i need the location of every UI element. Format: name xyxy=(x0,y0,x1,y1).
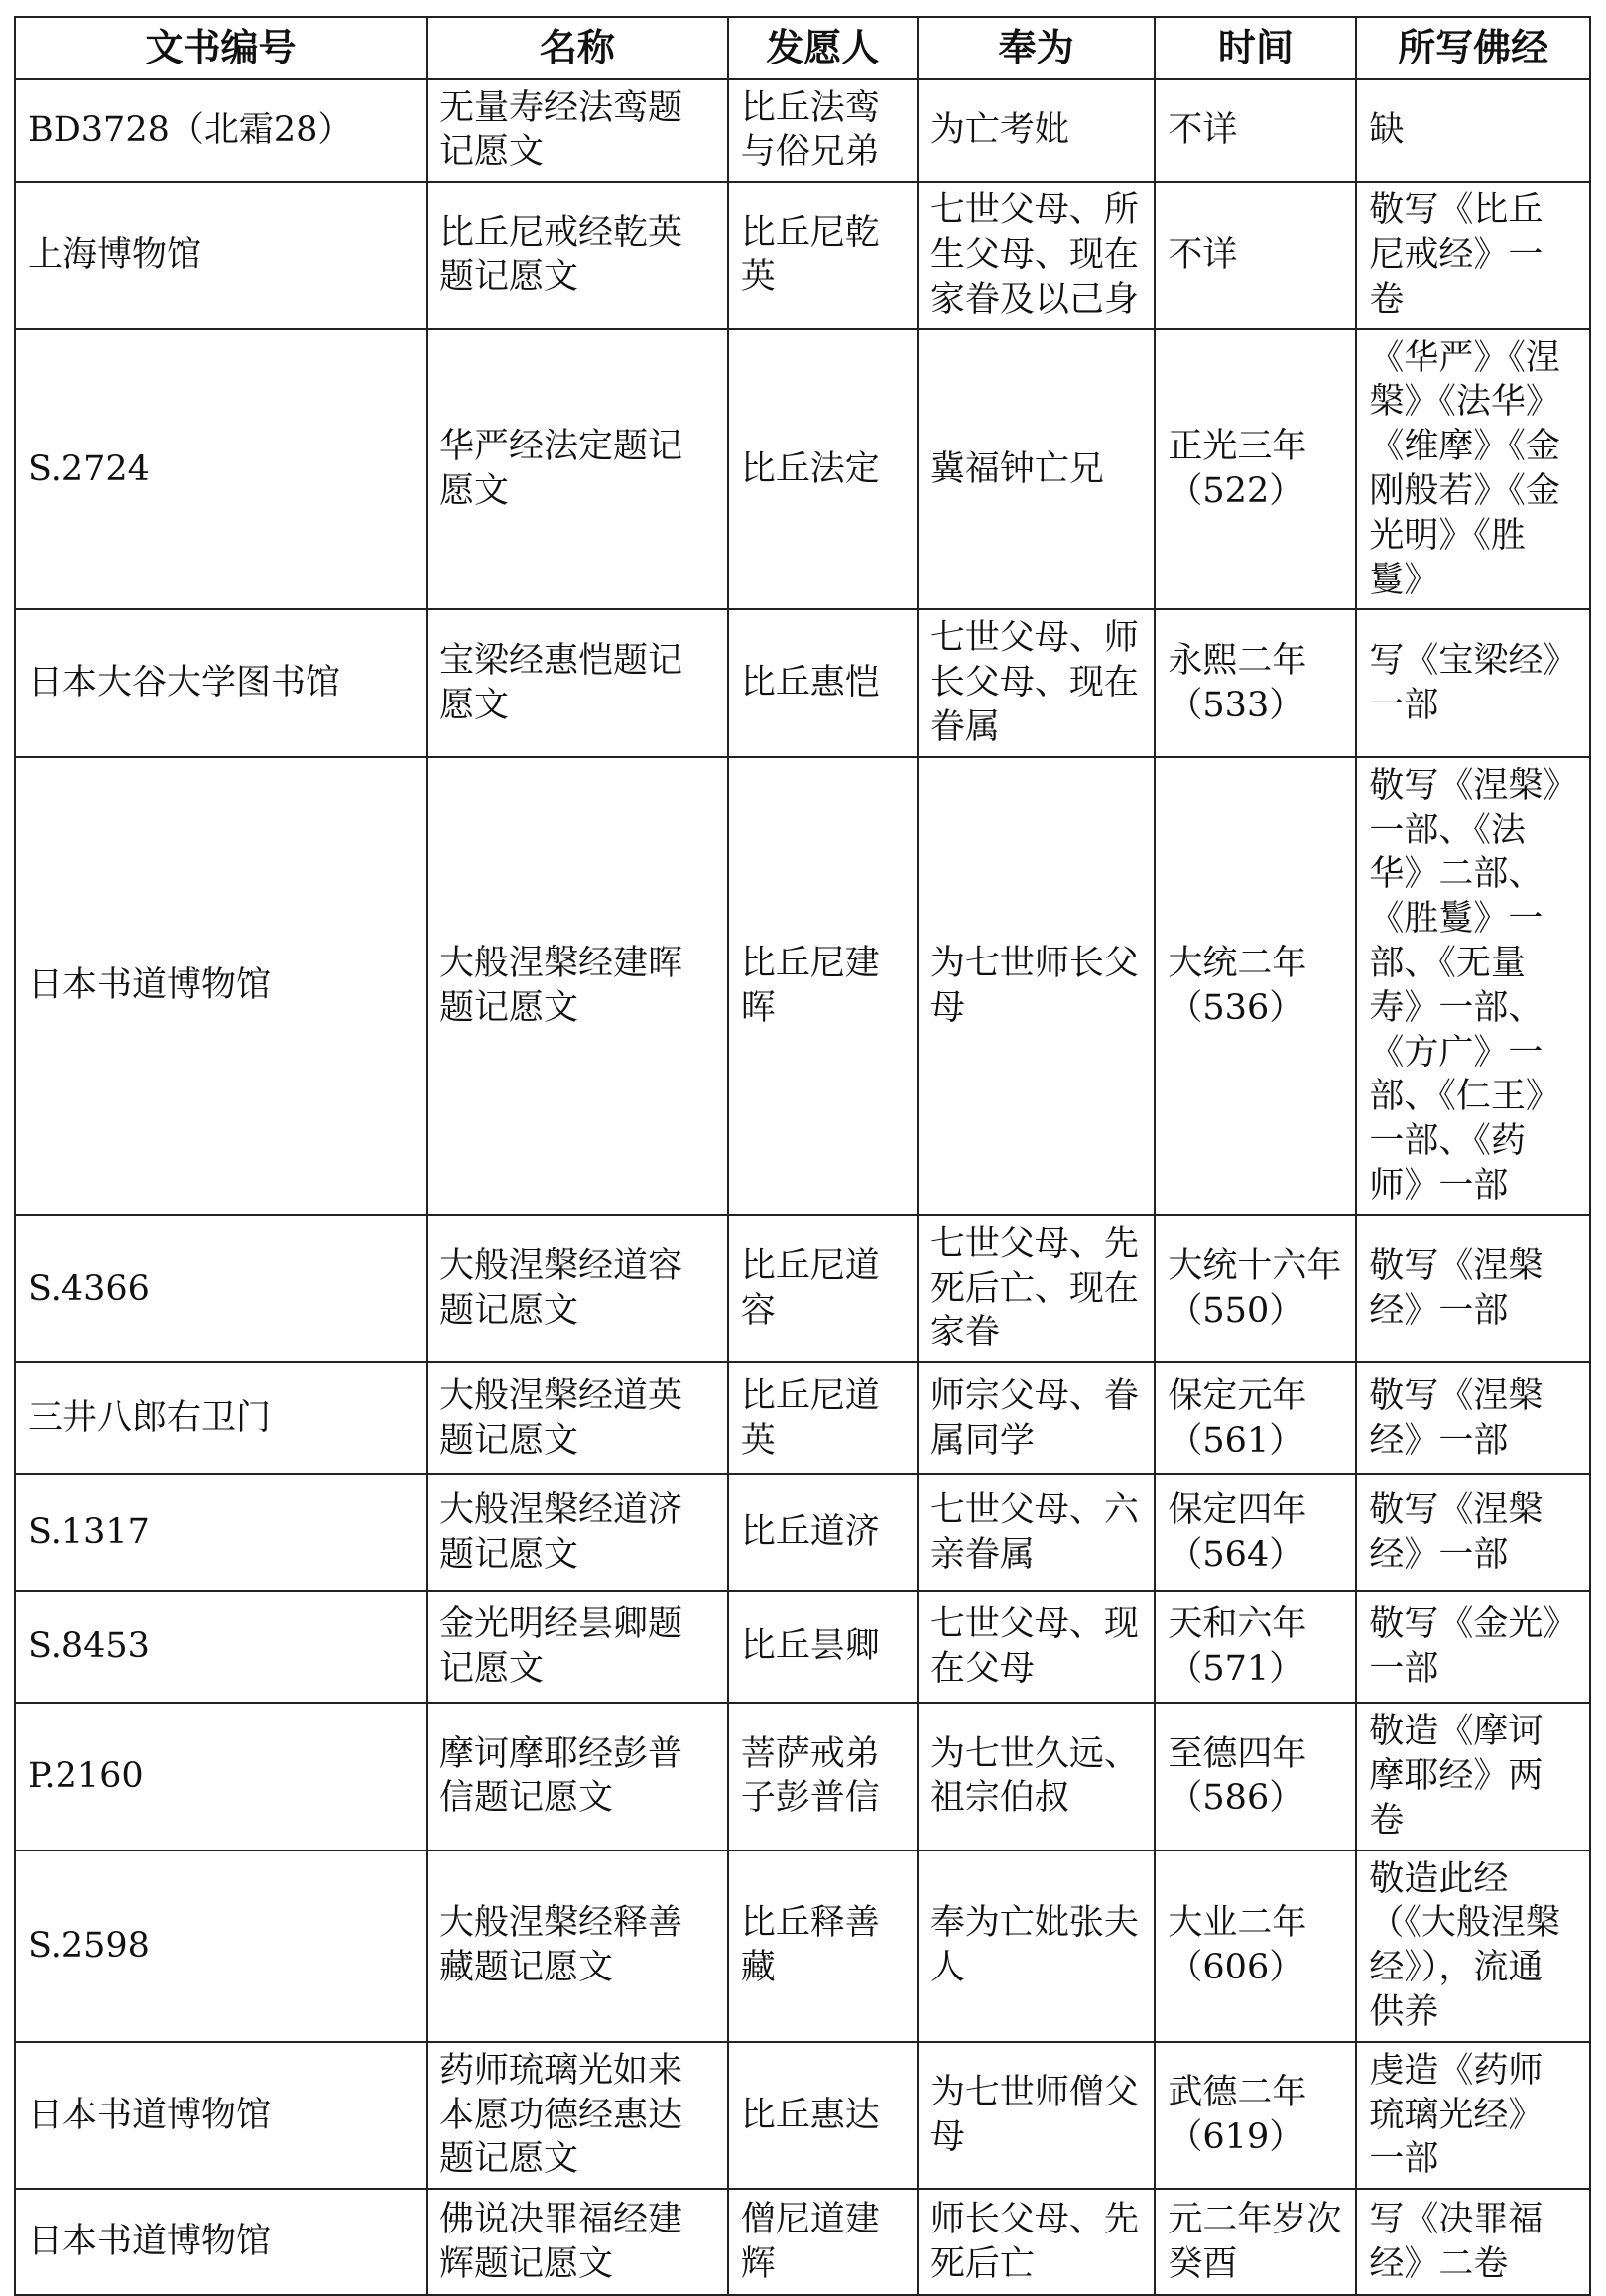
dedicated-to-cell: 七世父母、先死后亡、现在家眷 xyxy=(918,1215,1156,1362)
date-cell: 大统十六年（550） xyxy=(1155,1215,1356,1362)
date-cell: 不详 xyxy=(1155,79,1356,183)
vower-cell: 比丘昙卿 xyxy=(728,1591,918,1703)
header-title: 名称 xyxy=(427,17,728,79)
date-cell: 保定元年（561） xyxy=(1155,1362,1356,1474)
sutras-cell: 敬造《摩诃摩耶经》两卷 xyxy=(1356,1703,1590,1850)
dedicated-to-cell: 七世父母、现在父母 xyxy=(918,1591,1156,1703)
date-cell: 大统二年（536） xyxy=(1155,757,1356,1215)
date-cell: 大业二年（606） xyxy=(1155,1850,1356,2042)
sutras-cell: 敬写《涅槃经》一部 xyxy=(1356,1215,1590,1362)
header-sutras-copied: 所写佛经 xyxy=(1356,17,1590,79)
doc-number-cell: 三井八郎右卫门 xyxy=(15,1362,427,1474)
table-row xyxy=(15,2042,1590,2189)
vower-cell: 比丘尼道容 xyxy=(728,1215,918,1362)
title-cell: 药师琉璃光如来本愿功德经惠达题记愿文 xyxy=(427,2042,728,2189)
table-row xyxy=(15,1591,1590,1703)
vower-cell: 比丘道济 xyxy=(728,1474,918,1591)
vower-cell: 比丘惠恺 xyxy=(728,609,918,756)
vower-cell: 比丘尼建晖 xyxy=(728,757,918,1215)
date-cell: 元二年岁次癸酉 xyxy=(1155,2189,1356,2295)
table-row xyxy=(15,79,1590,183)
dedicated-to-cell: 师宗父母、眷属同学 xyxy=(918,1362,1156,1474)
dedicated-to-cell: 为七世久远、祖宗伯叔 xyxy=(918,1703,1156,1850)
vow-text-table xyxy=(14,16,1591,2296)
title-cell: 金光明经昙卿题记愿文 xyxy=(427,1591,728,1703)
table-row xyxy=(15,1474,1590,1591)
sutras-cell: 敬造此经（《大般涅槃经》），流通供养 xyxy=(1356,1850,1590,2042)
sutras-cell: 缺 xyxy=(1356,79,1590,183)
header-row xyxy=(15,17,1590,79)
doc-number-cell: S.2598 xyxy=(15,1850,427,2042)
title-cell: 宝梁经惠恺题记愿文 xyxy=(427,609,728,756)
title-cell: 无量寿经法鸾题记愿文 xyxy=(427,79,728,183)
dedicated-to-cell: 七世父母、六亲眷属 xyxy=(918,1474,1156,1591)
doc-number-cell: 日本书道博物馆 xyxy=(15,2042,427,2189)
title-cell: 摩诃摩耶经彭普信题记愿文 xyxy=(427,1703,728,1850)
doc-number-cell: P.2160 xyxy=(15,1703,427,1850)
vower-cell: 比丘尼道英 xyxy=(728,1362,918,1474)
vower-cell: 菩萨戒弟子彭普信 xyxy=(728,1703,918,1850)
title-cell: 大般涅槃经道容题记愿文 xyxy=(427,1215,728,1362)
vower-cell: 比丘释善藏 xyxy=(728,1850,918,2042)
header-date: 时间 xyxy=(1155,17,1356,79)
title-cell: 佛说决罪福经建辉题记愿文 xyxy=(427,2189,728,2295)
doc-number-cell: 日本书道博物馆 xyxy=(15,757,427,1215)
doc-number-cell: S.8453 xyxy=(15,1591,427,1703)
header-dedicated-to: 奉为 xyxy=(918,17,1156,79)
vower-cell: 僧尼道建辉 xyxy=(728,2189,918,2295)
table-row xyxy=(15,1850,1590,2042)
date-cell: 正光三年（522） xyxy=(1155,329,1356,610)
title-cell: 华严经法定题记愿文 xyxy=(427,329,728,610)
table-row xyxy=(15,2189,1590,2295)
sutras-cell: 敬写《金光》一部 xyxy=(1356,1591,1590,1703)
title-cell: 比丘尼戒经乾英题记愿文 xyxy=(427,182,728,328)
vower-cell: 比丘法鸾与俗兄弟 xyxy=(728,79,918,183)
table-row xyxy=(15,182,1590,328)
doc-number-cell: BD3728（北霜28） xyxy=(15,79,427,183)
header-doc-number: 文书编号 xyxy=(15,17,427,79)
vower-cell: 比丘惠达 xyxy=(728,2042,918,2189)
doc-number-cell: S.4366 xyxy=(15,1215,427,1362)
date-cell: 保定四年（564） xyxy=(1155,1474,1356,1591)
date-cell: 至德四年（586） xyxy=(1155,1703,1356,1850)
table-row xyxy=(15,329,1590,610)
vower-cell: 比丘法定 xyxy=(728,329,918,610)
title-cell: 大般涅槃经释善藏题记愿文 xyxy=(427,1850,728,2042)
doc-number-cell: 上海博物馆 xyxy=(15,182,427,328)
dedicated-to-cell: 七世父母、师长父母、现在眷属 xyxy=(918,609,1156,756)
table-row xyxy=(15,1703,1590,1850)
date-cell: 武德二年（619） xyxy=(1155,2042,1356,2189)
sutras-cell: 写《决罪福经》二卷 xyxy=(1356,2189,1590,2295)
sutras-cell: 写《宝梁经》一部 xyxy=(1356,609,1590,756)
table-row xyxy=(15,1215,1590,1362)
dedicated-to-cell: 七世父母、所生父母、现在家眷及以己身 xyxy=(918,182,1156,328)
date-cell: 永熙二年（533） xyxy=(1155,609,1356,756)
header-vower: 发愿人 xyxy=(728,17,918,79)
vower-cell: 比丘尼乾英 xyxy=(728,182,918,328)
sutras-cell: 虔造《药师琉璃光经》一部 xyxy=(1356,2042,1590,2189)
dedicated-to-cell: 为七世师长父母 xyxy=(918,757,1156,1215)
title-cell: 大般涅槃经道济题记愿文 xyxy=(427,1474,728,1591)
title-cell: 大般涅槃经道英题记愿文 xyxy=(427,1362,728,1474)
dedicated-to-cell: 师长父母、先死后亡 xyxy=(918,2189,1156,2295)
sutras-cell: 敬写《比丘尼戒经》一卷 xyxy=(1356,182,1590,328)
date-cell: 不详 xyxy=(1155,182,1356,328)
dedicated-to-cell: 为亡考妣 xyxy=(918,79,1156,183)
doc-number-cell: 日本大谷大学图书馆 xyxy=(15,609,427,756)
sutras-cell: 《华严》《涅槃》《法华》《维摩》《金刚般若》《金光明》《胜鬘》 xyxy=(1356,329,1590,610)
sutras-cell: 敬写《涅槃经》一部 xyxy=(1356,1474,1590,1591)
table-row xyxy=(15,1362,1590,1474)
table-row xyxy=(15,609,1590,756)
date-cell: 天和六年（571） xyxy=(1155,1591,1356,1703)
title-cell: 大般涅槃经建晖题记愿文 xyxy=(427,757,728,1215)
doc-number-cell: S.1317 xyxy=(15,1474,427,1591)
dedicated-to-cell: 为七世师僧父母 xyxy=(918,2042,1156,2189)
dedicated-to-cell: 冀福钟亡兄 xyxy=(918,329,1156,610)
doc-number-cell: 日本书道博物馆 xyxy=(15,2189,427,2295)
dedicated-to-cell: 奉为亡妣张夫人 xyxy=(918,1850,1156,2042)
sutras-cell: 敬写《涅槃》一部、《法华》二部、《胜鬘》一部、《无量寿》一部、《方广》一部、《仁王》一部、《药师》一部 xyxy=(1356,757,1590,1215)
doc-number-cell: S.2724 xyxy=(15,329,427,610)
sutras-cell: 敬写《涅槃经》一部 xyxy=(1356,1362,1590,1474)
table-row xyxy=(15,757,1590,1215)
